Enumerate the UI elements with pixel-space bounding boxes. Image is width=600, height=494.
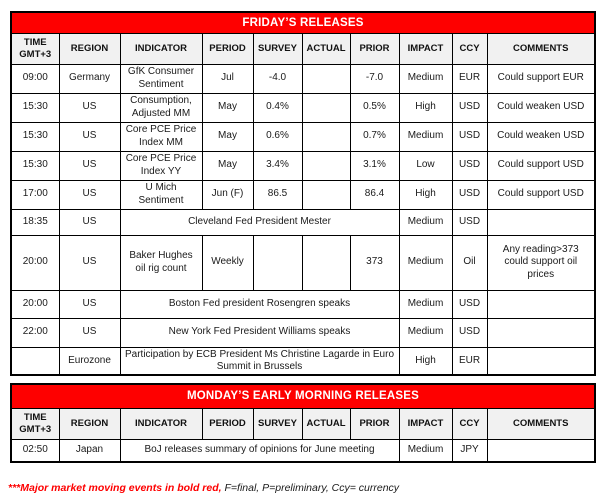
cell-region: US bbox=[59, 151, 120, 180]
cell-time: 15:30 bbox=[11, 93, 59, 122]
cell-ccy: JPY bbox=[452, 439, 487, 462]
cell-actual bbox=[302, 235, 350, 290]
cell-time: 18:35 bbox=[11, 209, 59, 235]
col-header-time bbox=[11, 33, 59, 64]
monday-releases-table bbox=[10, 383, 596, 463]
cell-impact: Medium bbox=[399, 209, 452, 235]
cell-prior: 86.4 bbox=[350, 180, 399, 209]
table-row bbox=[11, 180, 595, 209]
table-row bbox=[11, 93, 595, 122]
col-header-prior: PRIOR bbox=[350, 33, 399, 64]
cell-ccy: USD bbox=[452, 122, 487, 151]
cell-region: US bbox=[59, 318, 120, 347]
col-header-impact: IMPACT bbox=[399, 33, 452, 64]
col-header-survey: SURVEY bbox=[253, 408, 302, 439]
cell-event: Boston Fed president Rosengren speaks bbox=[120, 290, 399, 318]
table-row bbox=[11, 122, 595, 151]
col-header-time bbox=[11, 408, 59, 439]
cell-ccy: USD bbox=[452, 318, 487, 347]
cell-period: Jul bbox=[202, 64, 253, 93]
cell-prior: 0.7% bbox=[350, 122, 399, 151]
cell-period: May bbox=[202, 151, 253, 180]
cell-impact: High bbox=[399, 93, 452, 122]
cell-ccy: USD bbox=[452, 151, 487, 180]
cell-ccy: USD bbox=[452, 93, 487, 122]
col-header-indicator: INDICATOR bbox=[120, 33, 202, 64]
cell-prior: 373 bbox=[350, 235, 399, 290]
cell-comments bbox=[487, 318, 595, 347]
table-row bbox=[11, 209, 595, 235]
col-header-time-line2: GMT+3 bbox=[19, 48, 52, 60]
cell-time: 02:50 bbox=[11, 439, 59, 462]
cell-period: May bbox=[202, 122, 253, 151]
col-header-actual: ACTUAL bbox=[302, 408, 350, 439]
cell-comments bbox=[487, 347, 595, 375]
col-header-prior: PRIOR bbox=[350, 408, 399, 439]
col-header-comments: COMMENTS bbox=[487, 33, 595, 64]
cell-ccy: Oil bbox=[452, 235, 487, 290]
table-row bbox=[11, 235, 595, 290]
cell-actual bbox=[302, 64, 350, 93]
cell-impact: Medium bbox=[399, 235, 452, 290]
cell-region: Japan bbox=[59, 439, 120, 462]
cell-prior: 3.1% bbox=[350, 151, 399, 180]
cell-impact: Medium bbox=[399, 439, 452, 462]
cell-time: 09:00 bbox=[11, 64, 59, 93]
col-header-ccy: CCY bbox=[452, 33, 487, 64]
cell-region: US bbox=[59, 290, 120, 318]
cell-period: May bbox=[202, 93, 253, 122]
footnote-highlight: ***Major market moving events in bold red, bbox=[8, 482, 222, 494]
cell-event: Participation by ECB President Ms Christine Lagarde in Euro Summit in Brussels bbox=[120, 347, 399, 375]
cell-impact: Medium bbox=[399, 64, 452, 93]
footnote bbox=[8, 482, 600, 494]
cell-time: 20:00 bbox=[11, 235, 59, 290]
col-header-ccy: CCY bbox=[452, 408, 487, 439]
footnote-legend: F=final, P=preliminary, Ccy= currency bbox=[221, 482, 400, 494]
monday-title-banner: MONDAY’S EARLY MORNING RELEASES bbox=[11, 384, 595, 408]
cell-impact: Medium bbox=[399, 290, 452, 318]
cell-region: US bbox=[59, 93, 120, 122]
cell-event: New York Fed President Williams speaks bbox=[120, 318, 399, 347]
cell-event: Cleveland Fed President Mester bbox=[120, 209, 399, 235]
col-header-time-line2: GMT+3 bbox=[19, 423, 52, 435]
cell-prior: -7.0 bbox=[350, 64, 399, 93]
cell-survey bbox=[253, 235, 302, 290]
table-row bbox=[11, 151, 595, 180]
cell-comments: Could support USD bbox=[487, 151, 595, 180]
cell-period: Jun (F) bbox=[202, 180, 253, 209]
col-header-time-line1: TIME bbox=[23, 37, 47, 49]
cell-comments: Could weaken USD bbox=[487, 122, 595, 151]
table-row bbox=[11, 318, 595, 347]
col-header-indicator: INDICATOR bbox=[120, 408, 202, 439]
cell-time: 20:00 bbox=[11, 290, 59, 318]
table-row bbox=[11, 347, 595, 375]
cell-comments: Could support EUR bbox=[487, 64, 595, 93]
cell-region: US bbox=[59, 180, 120, 209]
cell-time: 15:30 bbox=[11, 151, 59, 180]
cell-region: US bbox=[59, 235, 120, 290]
cell-survey: 0.4% bbox=[253, 93, 302, 122]
cell-ccy: EUR bbox=[452, 347, 487, 375]
cell-indicator: Core PCE Price Index MM bbox=[120, 122, 202, 151]
col-header-time-line1: TIME bbox=[23, 412, 47, 424]
cell-comments: Could support USD bbox=[487, 180, 595, 209]
cell-time: 17:00 bbox=[11, 180, 59, 209]
col-header-actual: ACTUAL bbox=[302, 33, 350, 64]
cell-comments bbox=[487, 209, 595, 235]
cell-survey: -4.0 bbox=[253, 64, 302, 93]
cell-time: 15:30 bbox=[11, 122, 59, 151]
table-row bbox=[11, 439, 595, 462]
cell-actual bbox=[302, 180, 350, 209]
cell-time bbox=[11, 347, 59, 375]
cell-indicator: GfK Consumer Sentiment bbox=[120, 64, 202, 93]
col-header-impact: IMPACT bbox=[399, 408, 452, 439]
table-row bbox=[11, 290, 595, 318]
col-header-comments: COMMENTS bbox=[487, 408, 595, 439]
cell-indicator: Baker Hughes oil rig count bbox=[120, 235, 202, 290]
cell-impact: Medium bbox=[399, 318, 452, 347]
friday-title-banner: FRIDAY’S RELEASES bbox=[11, 12, 595, 33]
col-header-survey: SURVEY bbox=[253, 33, 302, 64]
cell-survey: 86.5 bbox=[253, 180, 302, 209]
cell-region: Germany bbox=[59, 64, 120, 93]
cell-actual bbox=[302, 122, 350, 151]
col-header-region: REGION bbox=[59, 33, 120, 64]
cell-region: US bbox=[59, 122, 120, 151]
cell-indicator: Core PCE Price Index YY bbox=[120, 151, 202, 180]
cell-survey: 3.4% bbox=[253, 151, 302, 180]
table-row bbox=[11, 64, 595, 93]
cell-comments bbox=[487, 290, 595, 318]
cell-event: BoJ releases summary of opinions for June meeting bbox=[120, 439, 399, 462]
friday-releases-table bbox=[10, 11, 596, 376]
cell-region: US bbox=[59, 209, 120, 235]
col-header-region: REGION bbox=[59, 408, 120, 439]
cell-comments: Any reading>373 could support oil prices bbox=[487, 235, 595, 290]
cell-impact: High bbox=[399, 180, 452, 209]
col-header-period: PERIOD bbox=[202, 33, 253, 64]
cell-actual bbox=[302, 93, 350, 122]
cell-time: 22:00 bbox=[11, 318, 59, 347]
col-header-period: PERIOD bbox=[202, 408, 253, 439]
cell-survey: 0.6% bbox=[253, 122, 302, 151]
cell-ccy: USD bbox=[452, 290, 487, 318]
cell-impact: Medium bbox=[399, 122, 452, 151]
cell-ccy: EUR bbox=[452, 64, 487, 93]
cell-comments: Could weaken USD bbox=[487, 93, 595, 122]
cell-ccy: USD bbox=[452, 180, 487, 209]
cell-comments bbox=[487, 439, 595, 462]
cell-prior: 0.5% bbox=[350, 93, 399, 122]
cell-impact: Low bbox=[399, 151, 452, 180]
cell-region: Eurozone bbox=[59, 347, 120, 375]
cell-indicator: Consumption, Adjusted MM bbox=[120, 93, 202, 122]
cell-indicator: U Mich Sentiment bbox=[120, 180, 202, 209]
cell-period: Weekly bbox=[202, 235, 253, 290]
cell-ccy: USD bbox=[452, 209, 487, 235]
cell-impact: High bbox=[399, 347, 452, 375]
cell-actual bbox=[302, 151, 350, 180]
